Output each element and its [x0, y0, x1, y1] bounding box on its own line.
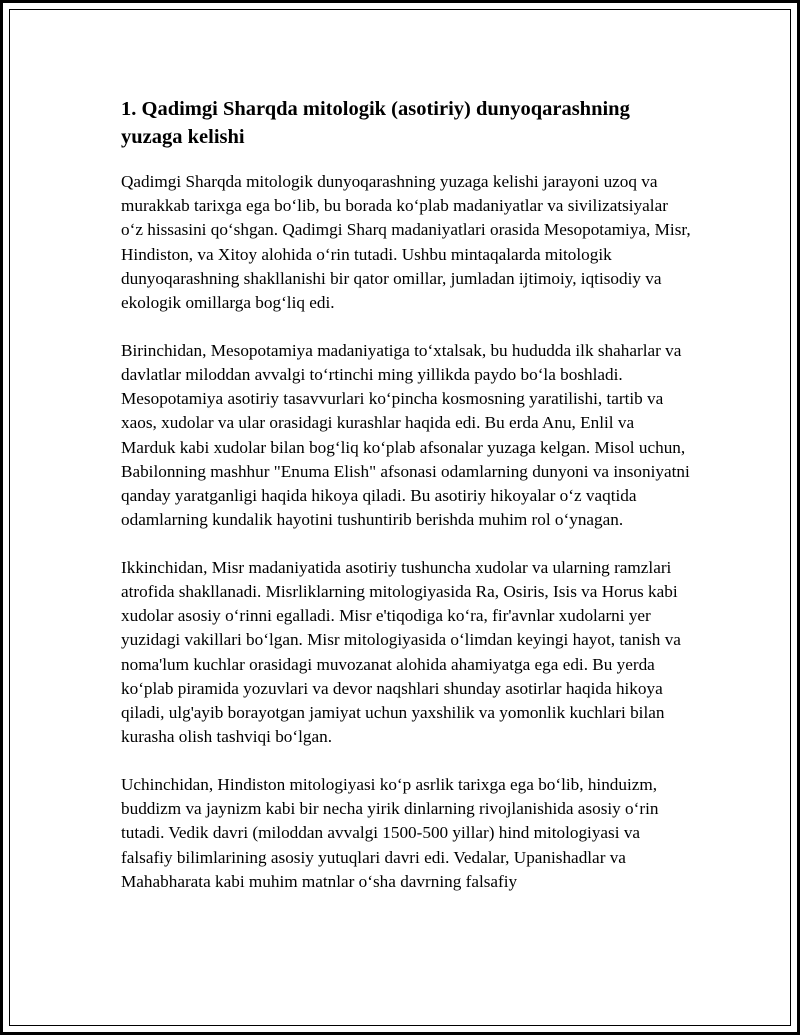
paragraph-india: Uchinchidan, Hindiston mitologiyasi ko‘p asrlik tarixga ega bo‘lib, hinduizm, buddizm va jaynizm kabi bir necha yirik dinlarning rivojlanishida asosiy o‘rin tutadi. Vedik davri (miloddan avvalgi 1500-500 yillar) hind mitologiyasi va falsafiy bilimlarining asosiy yutuqlari davri edi. Vedalar, Upanishadlar va Mahabharata kabi muhim matnlar o‘sha davrning falsafiy	[121, 774, 659, 891]
paragraph-egypt: Ikkinchidan, Misr madaniyatida asotiriy tushuncha xudolar va ularning ramzlari atrofida shakllanadi. Misrliklarning mitologiyasida Ra, Osiris, Isis va Horus kabi xudolar asosiy o‘rinni egalladi. Misr e'tiqodiga ko‘ra, fir'avnlar xudolarni yer yuzidagi vakillari bo‘lgan. Misr mitologiyasida o‘limdan keyingi hayot, tanish va noma'lum kuchlar orasidagi muvozanat alohida ahamiyatga ega edi. Bu yerda ko‘plab piramida yozuvlari va devor naqshlari shunday asotirlar haqida hikoya qiladi, ulg'ayib borayotgan jamiyat uchun yaxshilik va yomonlik kuchlari bilan kurasha olish tashviqi bo‘lgan.	[121, 557, 681, 747]
document-body	[121, 95, 691, 894]
paragraph-mesopotamia: Birinchidan, Mesopotamiya madaniyatiga to‘xtalsak, bu hududda ilk shaharlar va davlatlar miloddan avvalgi to‘rtinchi ming yillikda paydo bo‘la boshladi. Mesopotamiya asotiriy tasavvurlari ko‘pincha kosmosning yaratilishi, tartib va xaos, xudolar va ular orasidagi kurashlar haqida edi. Bu erda Anu, Enlil va Marduk kabi xudolar bilan bog‘liq ko‘plab afsonalar yuzaga kelgan. Misol uchun, Babilonning mashhur "Enuma Elish" afsonasi odamlarning dunyoni va insoniyatni qanday yaratganligi haqida hikoya qiladi. Bu asotiriy hikoyalar o‘z vaqtida odamlarning kundalik hayotini tushuntirib berishda muhim rol o‘ynagan.	[121, 340, 690, 530]
paragraph-intro: Qadimgi Sharqda mitologik dunyoqarashning yuzaga kelishi jarayoni uzoq va murakkab tarixga ega bo‘lib, bu borada ko‘plab madaniyatlar va sivilizatsiyalar o‘z hissasini qo‘shgan. Qadimgi Sharq madaniyatlari orasida Mesopotamiya, Misr, Hindiston, va Xitoy alohida o‘rin tutadi. Ushbu mintaqalarda mitologik dunyoqarashning shakllanishi bir qator omillar, jumladan ijtimoiy, iqtisodiy va ekologik omillarga bog‘liq edi.	[121, 172, 691, 313]
section-heading: 1. Qadimgi Sharqda mitologik (asotiriy) dunyoqarashning yuzaga kelishi	[121, 98, 630, 148]
